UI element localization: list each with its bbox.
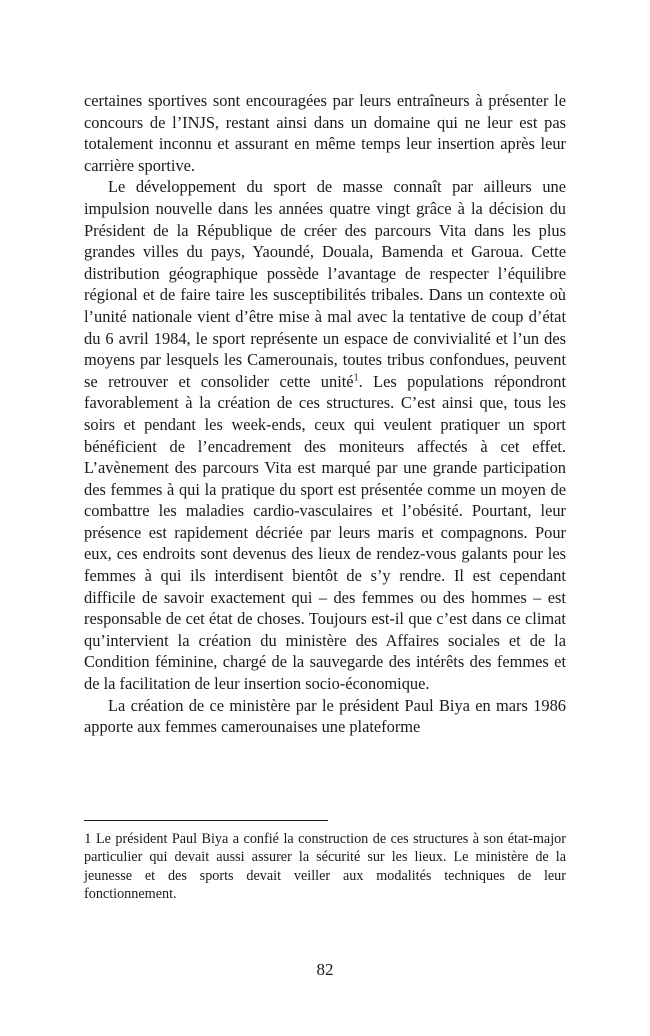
footnote-reference[interactable]: 1 xyxy=(353,372,359,384)
footnote xyxy=(84,830,566,904)
footnote-divider xyxy=(84,820,328,821)
paragraph-text: La création de ce ministère par le président Paul Biya en mars 1986 apporte aux femmes camerounaises une plateforme xyxy=(84,695,566,737)
footnote-text: Le président Paul Biya a confié la construction de ces structures à son état-major particulier qui devait aussi assurer la sécurité sur les lieux. Le ministère de la jeunesse et des sports devait veiller aux modalités techniques de leur fonctionnement. xyxy=(84,831,566,903)
paragraph-ministere xyxy=(84,695,566,738)
paragraph-text: Le développement du sport de masse connaît par ailleurs une impulsion nouvelle dans les années quatre vingt grâce à la décision du Président de la République de créer des parcours Vita dans les plus grandes villes du pays, Yaoundé, Douala, Bamenda et Garoua. Cette distribution géographique possède l’avantage de respecter l’équilibre régional et de faire taire les susceptibilités tribales. Dans un contexte où l’unité nationale vient d’être mise à mal avec la tentative de coup d’état du 6 avril 1984, le sport représente un espace de convivialité et l’un des moyens par lesquels les Camerounais, toutes tribus confondues, peuvent se retrouver et consolider cette unité xyxy=(84,177,566,391)
paragraph-text: . Les populations répondront favorablement à la création de ces structures. C’est ainsi que, tous les soirs et pendant les week-ends, ceux qui veulent pratiquer un sport bénéficient de l’encadrement des moniteurs affectés à cet effet. L’avènement des parcours Vita est marqué par une grande participation des femmes à qui la pratique du sport est présentée comme un moyen de combattre les maladies cardio-vasculaires et l’obésité. Pourtant, leur présence est rapidement décriée par leurs maris et compagnons. Pour eux, ces endroits sont devenus des lieux de rendez-vous galants pour les femmes à qui ils interdisent bientôt de s’y rendre. Il est cependant difficile de savoir exactement qui – des femmes ou des hommes – est responsable de cet état de choses. Toujours est-il que c’est dans ce climat qu’intervient la création du ministère des Affaires sociales et de la Condition féminine, chargé de la sauvegarde des intérêts des femmes et de la facilitation de leur insertion socio-économique. xyxy=(84,371,566,694)
paragraph-text: certaines sportives sont encouragées par leurs entraîneurs à présenter le concours de l’INJS, restant ainsi dans un domaine qui ne leur est pas totalement inconnu et assurant en même temps leur insertion après leur carrière sportive. xyxy=(84,91,566,175)
paragraph-parcours-vita xyxy=(84,176,566,694)
footnote-number: 1 xyxy=(84,831,92,847)
paragraph-continuation xyxy=(84,90,566,176)
page-number: 82 xyxy=(316,960,334,979)
body-text xyxy=(84,90,566,738)
